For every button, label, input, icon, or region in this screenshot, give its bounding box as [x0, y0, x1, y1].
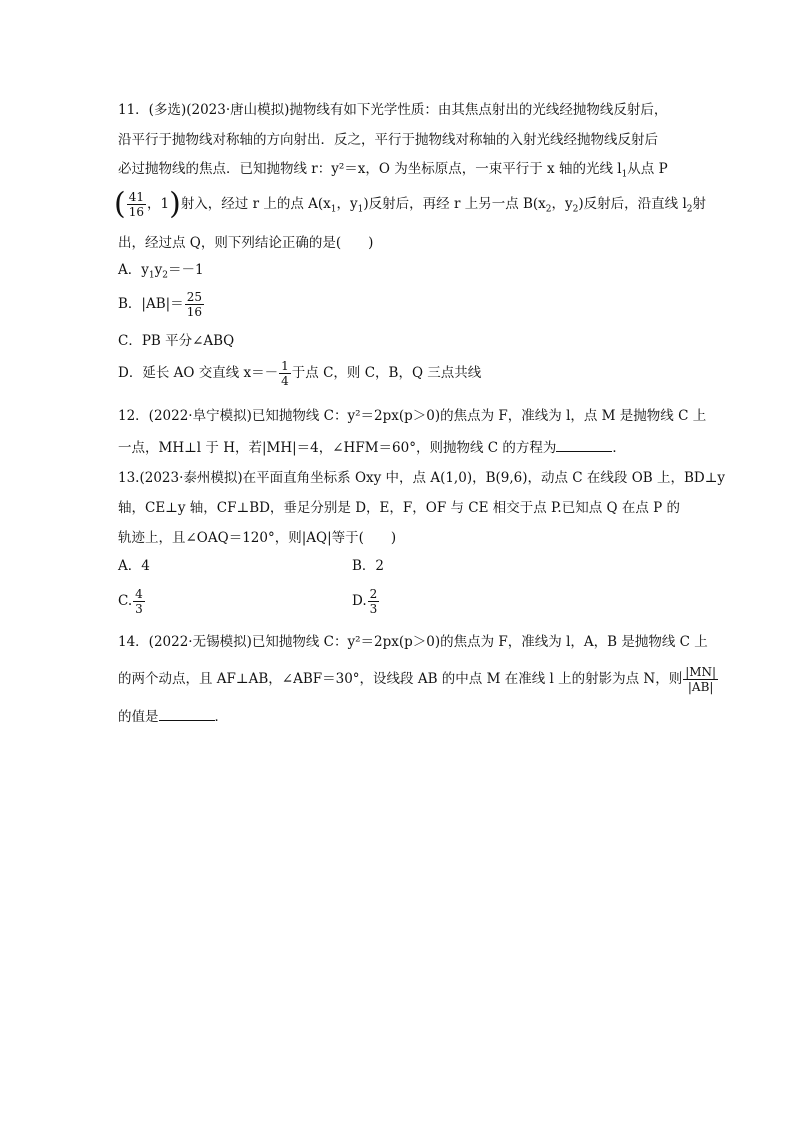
q14-frac-den: |AB| [687, 680, 714, 694]
q11-line-3b: 从点 P [627, 161, 668, 177]
q11-line-2: 沿平行于抛物线对称轴的方向射出．反之，平行于抛物线对称轴的入射光线经抛物线反射后 [118, 132, 658, 148]
q12-line-2 [118, 437, 626, 458]
q11-line-4a: ，1 [147, 196, 170, 212]
q11-optD-1: D．延长 AO 交直线 x＝－ [118, 365, 279, 381]
q11-optD-num: 1 [281, 359, 289, 373]
q11-line-3: 必过抛物线的焦点．已知抛物线 r：y²＝x，O 为坐标原点，一束平行于 x 轴的光线 $l_1$从点 P [118, 161, 668, 180]
q11-optA-1: A．y [118, 262, 149, 278]
answer-blank[interactable] [159, 706, 215, 721]
q11-optD-fraction [279, 359, 291, 388]
q14-line-3a: 的值是 [118, 709, 159, 725]
q14-fraction [683, 665, 718, 694]
q12-line-1: 12．(2022·阜宁模拟)已知抛物线 C：y²＝2px(p＞0)的焦点为 F，准线为 l，点 M 是抛物线 C 上 [118, 408, 707, 424]
q13-optD-1: D. [352, 593, 367, 609]
left-paren: ( [114, 186, 126, 222]
q13-option-b: B．2 [352, 558, 385, 574]
q13-line-2: 轴，CE⊥y 轴，CF⊥BD，垂足分别是 D，E，F，OF 与 CE 相交于点 P.已知点 Q 在点 P 的 [118, 500, 681, 516]
q14-line-2 [118, 662, 719, 696]
q12-line-2b: ． [612, 440, 626, 456]
q11-optD-2: 于点 C，则 C，B，Q 三点共线 [291, 365, 482, 381]
q11-line-4e: ，y [551, 196, 573, 212]
q11-line-4b: 射入，经过 r 上的点 A(x [180, 196, 331, 212]
q13-optC-den: 3 [135, 602, 143, 616]
q11-frac-num: 41 [128, 190, 144, 204]
q13-line-3: 轨迹上，且∠OAQ＝120°，则|AQ|等于( ) [118, 530, 397, 546]
q12-line-2a: 一点，MH⊥l 于 H，若|MH|＝4，∠HFM＝60°，则抛物线 C 的方程为 [118, 440, 557, 456]
q11-line-4g: 射 [692, 196, 707, 212]
q13-optD-fraction [368, 587, 380, 616]
q14-line-3 [118, 706, 228, 727]
q11-line-4c: ，y [336, 196, 358, 212]
q13-optC-num: 4 [135, 587, 143, 601]
q11-line-5: 出，经过点 Q，则下列结论正确的是( ) [118, 235, 374, 251]
q11-optD-den: 4 [281, 374, 289, 388]
right-paren: ) [169, 186, 181, 222]
q11-fraction [127, 190, 146, 219]
q13-option-a: A．4 [118, 558, 150, 574]
q13-optD-den: 3 [369, 602, 378, 616]
q14-line-2-text: 的两个动点，且 AF⊥AB，∠ABF＝30°，设线段 AB 的中点 M 在准线 l 上的射影为点 N，则 [118, 671, 683, 687]
q11-line-1: 11．(多选)(2023·唐山模拟)抛物线有如下光学性质：由其焦点射出的光线经抛物线反射后， [118, 102, 668, 118]
answer-blank[interactable] [556, 437, 612, 452]
q13-line-1: 13.(2023·泰州模拟)在平面直角坐标系 Oxy 中，点 A(1,0)，B(9,6)，动点 C 在线段 OB 上，BD⊥y [118, 470, 726, 486]
q11-line-4f: )反射后，沿直线 l [578, 196, 687, 212]
q11-optA-2: y [154, 262, 163, 278]
q11-option-b [118, 287, 205, 321]
q14-line-3b: ． [214, 709, 228, 725]
q11-frac-den: 16 [128, 205, 144, 219]
q13-optC-fraction [133, 587, 145, 616]
q11-optB-1: B．|AB|＝ [118, 296, 184, 312]
q11-option-d [118, 356, 481, 390]
q13-option-c [118, 584, 146, 618]
q11-optB-num: 25 [186, 290, 202, 304]
q13-option-d [352, 584, 380, 618]
q14-line-1: 14．(2022·无锡模拟)已知抛物线 C：y²＝2px(p＞0)的焦点为 F，准线为 l，A，B 是抛物线 C 上 [118, 634, 708, 650]
q14-frac-num: |MN| [685, 665, 717, 679]
q13-optC-1: C. [118, 593, 133, 609]
q11-line-4d: )反射后，再经 r 上另一点 B(x [363, 196, 546, 212]
q11-option-a: A．$y_1y_2=-1$ [118, 262, 204, 281]
q11-optB-fraction [185, 290, 204, 319]
q11-optB-den: 16 [186, 305, 202, 319]
q13-optD-num: 2 [369, 587, 378, 601]
q11-line-4: ( $\frac{41}{16}$ ，1)射入，经过 r 上的点 $A(x_1$，$y_1$)反射后，再经 r 上另一点 $B(x_2$，$y_2$)反射后，沿直线 $l_2$射 [114, 186, 707, 222]
q11-optA-3: ＝－1 [168, 262, 204, 278]
q11-line-3a: 必过抛物线的焦点．已知抛物线 r：y²＝x，O 为坐标原点，一束平行于 x 轴的光线 l [118, 161, 622, 177]
q11-option-c: C．PB 平分∠ABQ [118, 333, 235, 349]
